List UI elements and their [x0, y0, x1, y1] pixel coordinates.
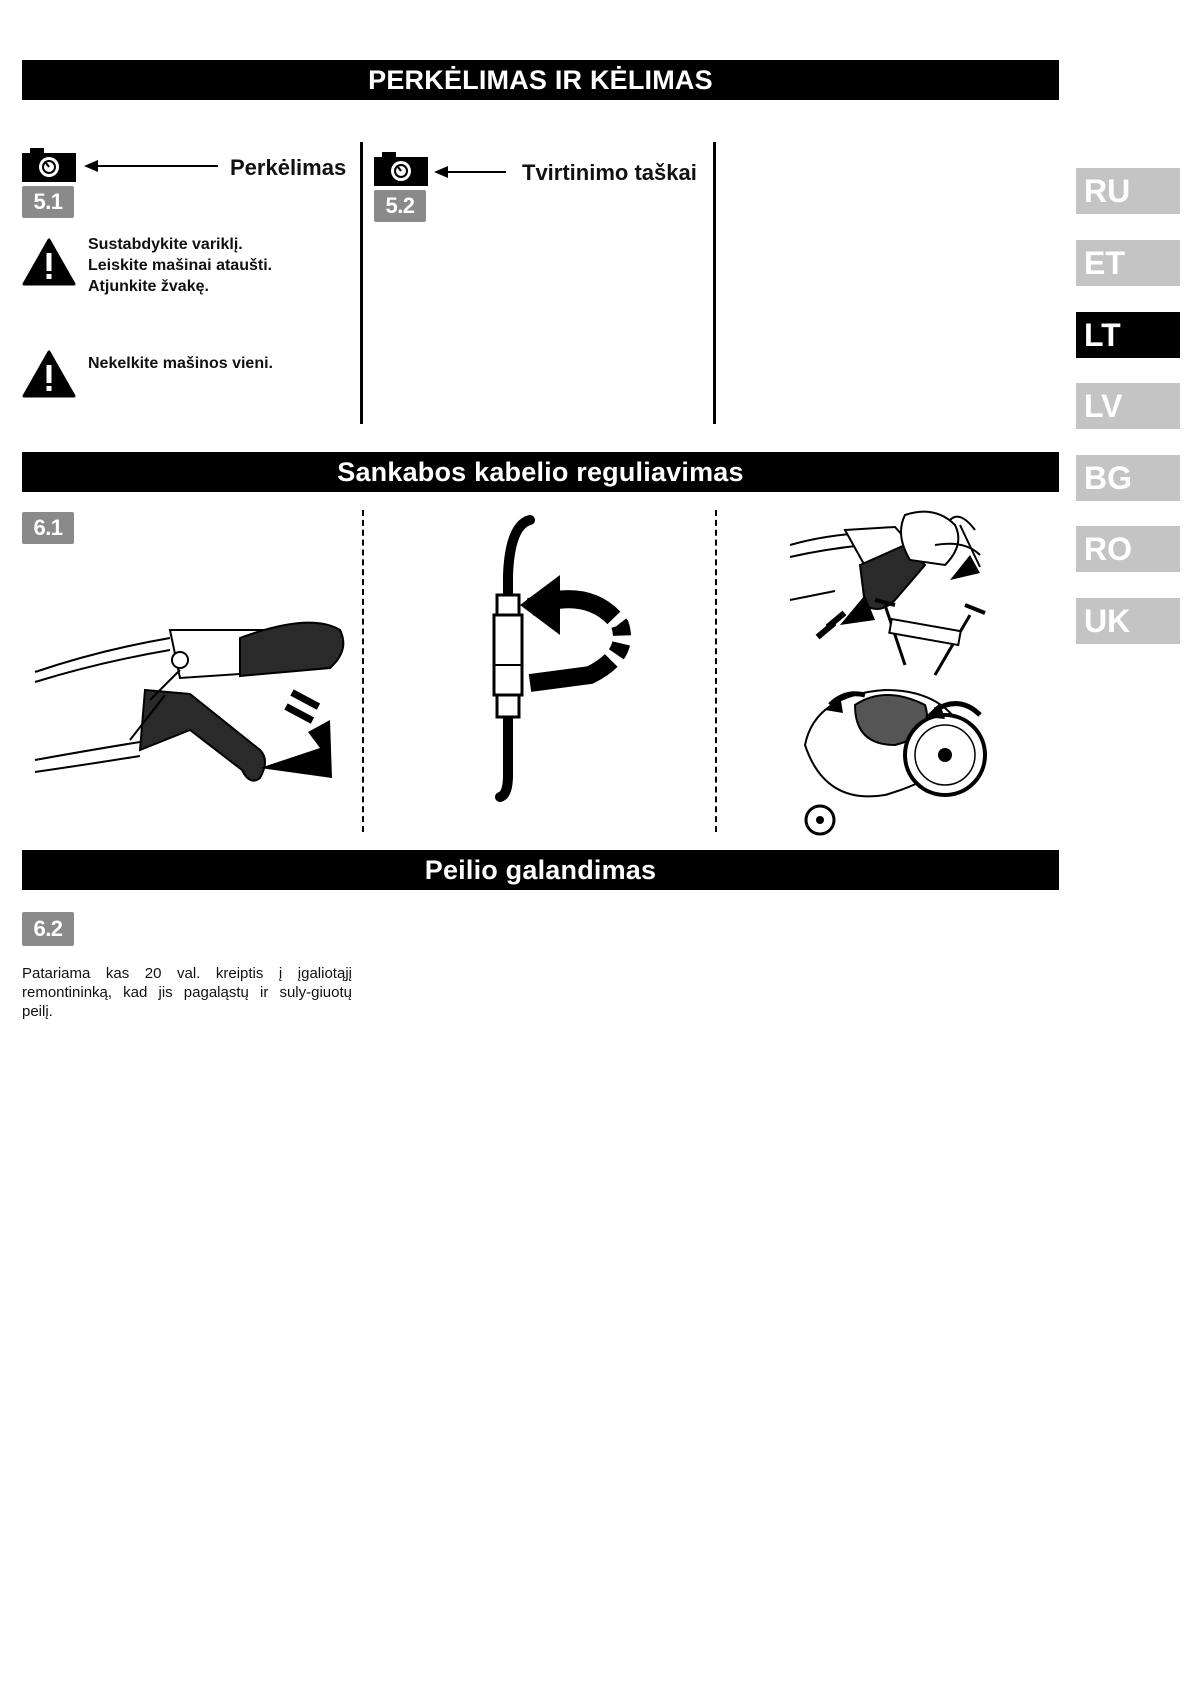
section-badge-6-1: 6.1: [22, 512, 74, 544]
warning-triangle-icon: [22, 350, 76, 398]
warning-triangle-icon: [22, 238, 76, 286]
blade-sharpening-text: Patariama kas 20 val. kreiptis į įgaliotąjį remontininką, kad jis pagaląstų ir suly-giuotų peilį.: [22, 965, 352, 1020]
section-badge-5-2: 5.2: [374, 190, 426, 222]
arrow-left-icon: [84, 160, 218, 172]
section-title-clutch-cable: Sankabos kabelio reguliavimas: [22, 452, 1059, 492]
cable-adjuster-illustration: [470, 515, 650, 805]
camera-icon: [22, 148, 76, 182]
language-tab-et[interactable]: ET: [1076, 240, 1180, 286]
arrow-left-icon: [434, 166, 506, 178]
section-title-transport: PERKĖLIMAS IR KĖLIMAS: [22, 60, 1059, 100]
language-tab-uk[interactable]: UK: [1076, 598, 1180, 644]
column-divider-dashed: [362, 510, 364, 832]
column-divider: [360, 142, 363, 424]
language-tab-lv[interactable]: LV: [1076, 383, 1180, 429]
section-badge-6-2: 6.2: [22, 912, 74, 946]
language-tab-ru[interactable]: RU: [1076, 168, 1180, 214]
column-divider-dashed: [715, 510, 717, 832]
heading-tvirtinimo-taskai: Tvirtinimo taškai: [522, 160, 697, 185]
language-tab-ro[interactable]: RO: [1076, 526, 1180, 572]
camera-icon: [374, 152, 428, 186]
language-tab-lt[interactable]: LT: [1076, 312, 1180, 358]
warning-line: Sustabdykite variklį.: [88, 236, 243, 253]
warning-line: Leiskite mašinai ataušti.: [88, 257, 273, 274]
mower-lift-illustration: [785, 505, 1035, 840]
language-tab-bg[interactable]: BG: [1076, 455, 1180, 501]
section-title-blade-sharpening: Peilio galandimas: [22, 850, 1059, 890]
section-badge-5-1: 5.1: [22, 186, 74, 218]
warning-text-do-not-lift-alone: Nekelkite mašinos vieni.: [88, 355, 273, 372]
heading-perkelimas: Perkėlimas: [230, 155, 347, 180]
clutch-lever-illustration: [30, 610, 350, 800]
column-divider: [713, 142, 716, 424]
warning-line: Atjunkite žvakę.: [88, 278, 209, 295]
warning-text-stop-engine: [88, 234, 272, 297]
